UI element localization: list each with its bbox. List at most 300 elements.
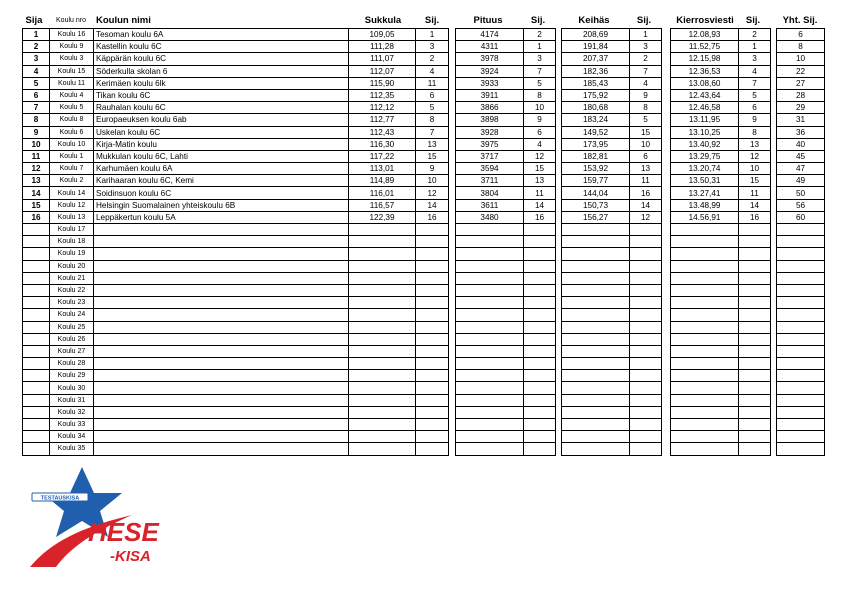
school-number-cell: Koulu 24 bbox=[50, 309, 94, 321]
table-row bbox=[456, 211, 556, 223]
pituus-result-cell: 3711 bbox=[456, 175, 524, 187]
table-row bbox=[562, 29, 662, 41]
pituus-result-cell: 3804 bbox=[456, 187, 524, 199]
table-row bbox=[456, 175, 556, 187]
keihas-rank-cell bbox=[630, 272, 662, 284]
table-row bbox=[456, 224, 556, 236]
school-number-cell: Koulu 1 bbox=[50, 150, 94, 162]
table-row bbox=[777, 345, 825, 357]
table-row bbox=[777, 333, 825, 345]
table-row bbox=[777, 394, 825, 406]
pituus-rank-cell bbox=[524, 224, 556, 236]
pituus-result-cell bbox=[456, 419, 524, 431]
school-name-cell bbox=[94, 272, 349, 284]
rank-cell: 11 bbox=[23, 150, 50, 162]
kierros-result-cell: 12.43,64 bbox=[671, 89, 739, 101]
pituus-rank-cell: 5 bbox=[524, 77, 556, 89]
total-rank-cell: 49 bbox=[777, 175, 825, 187]
table-row bbox=[456, 29, 556, 41]
table-row bbox=[777, 126, 825, 138]
table-row bbox=[562, 211, 662, 223]
sukkula-result-cell: 112,77 bbox=[349, 114, 416, 126]
total-rank-cell bbox=[777, 382, 825, 394]
table-row bbox=[562, 297, 662, 309]
table-row bbox=[23, 138, 449, 150]
kierros-result-cell bbox=[671, 224, 739, 236]
header-sukkula-sij: Sij. bbox=[424, 15, 440, 26]
kierros-rows bbox=[671, 29, 771, 456]
table-row bbox=[562, 321, 662, 333]
table-row bbox=[777, 272, 825, 284]
school-number-cell: Koulu 31 bbox=[50, 394, 94, 406]
table-row bbox=[23, 284, 449, 296]
table-row bbox=[562, 370, 662, 382]
kierros-result-cell bbox=[671, 358, 739, 370]
table-row bbox=[777, 358, 825, 370]
rank-cell: 2 bbox=[23, 41, 50, 53]
rank-cell bbox=[23, 406, 50, 418]
kierros-result-cell bbox=[671, 443, 739, 455]
table-row bbox=[562, 53, 662, 65]
header-koulu-nro: Koulu nro bbox=[56, 17, 86, 24]
kierros-rank-cell: 15 bbox=[739, 175, 771, 187]
table-row bbox=[562, 41, 662, 53]
school-name-cell: Rauhalan koulu 6C bbox=[94, 102, 349, 114]
table-row bbox=[456, 284, 556, 296]
table-row bbox=[777, 419, 825, 431]
keihas-rank-cell: 12 bbox=[630, 211, 662, 223]
school-name-cell bbox=[94, 358, 349, 370]
logo-subword: -KISA bbox=[110, 548, 151, 565]
school-number-cell: Koulu 19 bbox=[50, 248, 94, 260]
total-rank-cell bbox=[777, 297, 825, 309]
school-number-cell: Koulu 16 bbox=[50, 29, 94, 41]
kierros-result-cell: 13.40,92 bbox=[671, 138, 739, 150]
sukkula-result-cell bbox=[349, 370, 416, 382]
keihas-result-cell bbox=[562, 382, 630, 394]
table-row bbox=[777, 114, 825, 126]
table-row bbox=[777, 89, 825, 101]
kierros-result-cell bbox=[671, 394, 739, 406]
pituus-rank-cell: 1 bbox=[524, 41, 556, 53]
total-rank-cell: 60 bbox=[777, 211, 825, 223]
kierros-result-cell: 14.56,91 bbox=[671, 211, 739, 223]
kierros-result-cell: 12.36,53 bbox=[671, 65, 739, 77]
keihas-rank-cell bbox=[630, 443, 662, 455]
kierros-result-cell bbox=[671, 333, 739, 345]
total-rank-cell: 50 bbox=[777, 187, 825, 199]
total-rank-cell bbox=[777, 345, 825, 357]
pituus-result-cell: 3866 bbox=[456, 102, 524, 114]
kierros-result-cell: 13.29,75 bbox=[671, 150, 739, 162]
school-name-cell: Käppärän koulu 6C bbox=[94, 53, 349, 65]
school-number-cell: Koulu 25 bbox=[50, 321, 94, 333]
keihas-result-cell: 180,68 bbox=[562, 102, 630, 114]
table-row bbox=[777, 406, 825, 418]
kierros-result-cell bbox=[671, 382, 739, 394]
pituus-rank-cell: 8 bbox=[524, 89, 556, 101]
table-row bbox=[671, 224, 771, 236]
table-row bbox=[562, 102, 662, 114]
table-row bbox=[562, 260, 662, 272]
rank-cell: 5 bbox=[23, 77, 50, 89]
table-row bbox=[562, 89, 662, 101]
table-row bbox=[23, 236, 449, 248]
rank-cell bbox=[23, 345, 50, 357]
rank-cell: 9 bbox=[23, 126, 50, 138]
header-pituus-sij: Sij. bbox=[530, 15, 546, 26]
school-name-cell: Helsingin Suomalainen yhteiskoulu 6B bbox=[94, 199, 349, 211]
table-row bbox=[671, 345, 771, 357]
pituus-result-cell: 3928 bbox=[456, 126, 524, 138]
sukkula-rank-cell bbox=[416, 321, 449, 333]
school-name-cell: Tesoman koulu 6A bbox=[94, 29, 349, 41]
total-rank-cell: 56 bbox=[777, 199, 825, 211]
sukkula-rank-cell: 11 bbox=[416, 77, 449, 89]
rank-cell bbox=[23, 419, 50, 431]
school-name-cell bbox=[94, 248, 349, 260]
kierros-rank-cell: 3 bbox=[739, 53, 771, 65]
table-row bbox=[23, 114, 449, 126]
header-kierros-sij: Sij. bbox=[745, 15, 761, 26]
keihas-rank-cell bbox=[630, 406, 662, 418]
table-row bbox=[671, 297, 771, 309]
total-rank-cell bbox=[777, 248, 825, 260]
kierros-result-cell: 11.52,75 bbox=[671, 41, 739, 53]
keihas-result-cell bbox=[562, 394, 630, 406]
pituus-rank-cell bbox=[524, 419, 556, 431]
table-row bbox=[777, 77, 825, 89]
table-row bbox=[456, 41, 556, 53]
table-row bbox=[562, 272, 662, 284]
pituus-rank-cell: 9 bbox=[524, 114, 556, 126]
sukkula-rank-cell: 7 bbox=[416, 126, 449, 138]
school-name-cell bbox=[94, 224, 349, 236]
keihas-rank-cell: 3 bbox=[630, 41, 662, 53]
pituus-rank-cell: 10 bbox=[524, 102, 556, 114]
pituus-result-cell bbox=[456, 284, 524, 296]
school-number-cell: Koulu 35 bbox=[50, 443, 94, 455]
school-name-cell: Kastellin koulu 6C bbox=[94, 41, 349, 53]
sukkula-rank-cell: 3 bbox=[416, 41, 449, 53]
keihas-rank-cell: 5 bbox=[630, 114, 662, 126]
table-row bbox=[23, 431, 449, 443]
table-row bbox=[23, 163, 449, 175]
table-row bbox=[456, 309, 556, 321]
table-row bbox=[671, 41, 771, 53]
pituus-result-cell bbox=[456, 272, 524, 284]
kierros-rank-cell: 1 bbox=[739, 41, 771, 53]
table-row bbox=[456, 443, 556, 455]
total-rank-cell: 10 bbox=[777, 53, 825, 65]
table-row bbox=[23, 345, 449, 357]
total-rank-cell bbox=[777, 443, 825, 455]
school-name-cell: Uskelan koulu 6C bbox=[94, 126, 349, 138]
table-row bbox=[23, 150, 449, 162]
school-number-cell: Koulu 13 bbox=[50, 211, 94, 223]
table-row bbox=[23, 248, 449, 260]
total-rank-cell bbox=[777, 260, 825, 272]
rank-cell bbox=[23, 358, 50, 370]
kierros-result-cell: 13.20,74 bbox=[671, 163, 739, 175]
rank-cell bbox=[23, 382, 50, 394]
table-row bbox=[777, 29, 825, 41]
keihas-result-cell: 207,37 bbox=[562, 53, 630, 65]
pituus-rank-cell bbox=[524, 236, 556, 248]
sukkula-result-cell bbox=[349, 224, 416, 236]
table-row bbox=[777, 260, 825, 272]
keihas-rank-cell bbox=[630, 224, 662, 236]
sukkula-rank-cell: 15 bbox=[416, 150, 449, 162]
table-row bbox=[456, 114, 556, 126]
keihas-result-cell bbox=[562, 406, 630, 418]
kierros-rank-cell: 10 bbox=[739, 163, 771, 175]
keihas-result-cell: 150,73 bbox=[562, 199, 630, 211]
sukkula-rank-cell bbox=[416, 309, 449, 321]
rank-cell: 1 bbox=[23, 29, 50, 41]
keihas-result-cell bbox=[562, 260, 630, 272]
table-row bbox=[671, 370, 771, 382]
keihas-result-cell: 185,43 bbox=[562, 77, 630, 89]
sukkula-result-cell: 122,39 bbox=[349, 211, 416, 223]
keihas-rank-cell bbox=[630, 431, 662, 443]
header-koulun-nimi: Koulun nimi bbox=[96, 15, 151, 26]
kierros-result-cell: 13.50,31 bbox=[671, 175, 739, 187]
keihas-rank-cell: 13 bbox=[630, 163, 662, 175]
pituus-result-cell: 3480 bbox=[456, 211, 524, 223]
kierros-rank-cell bbox=[739, 297, 771, 309]
table-row bbox=[777, 175, 825, 187]
kierros-rank-cell bbox=[739, 224, 771, 236]
total-rank-cell: 40 bbox=[777, 138, 825, 150]
header-kierrosviesti: Kierrosviesti bbox=[676, 15, 734, 26]
table-row bbox=[777, 321, 825, 333]
sukkula-result-cell: 111,28 bbox=[349, 41, 416, 53]
table-row bbox=[562, 443, 662, 455]
table-row bbox=[671, 419, 771, 431]
keihas-result-cell bbox=[562, 333, 630, 345]
keihas-result-cell: 149,52 bbox=[562, 126, 630, 138]
total-rank-cell: 45 bbox=[777, 150, 825, 162]
table-row bbox=[456, 272, 556, 284]
keihas-result-cell bbox=[562, 248, 630, 260]
sukkula-rank-cell: 6 bbox=[416, 89, 449, 101]
sukkula-result-cell: 112,07 bbox=[349, 65, 416, 77]
school-name-cell bbox=[94, 443, 349, 455]
table-row bbox=[777, 224, 825, 236]
total-rank-cell: 28 bbox=[777, 89, 825, 101]
sukkula-rank-cell: 13 bbox=[416, 138, 449, 150]
keihas-result-cell: 153,92 bbox=[562, 163, 630, 175]
table-row bbox=[23, 358, 449, 370]
header-pituus: Pituus bbox=[473, 15, 503, 26]
sukkula-result-cell: 115,90 bbox=[349, 77, 416, 89]
table-row bbox=[777, 382, 825, 394]
kierros-rank-cell bbox=[739, 370, 771, 382]
total-rank-cell: 27 bbox=[777, 77, 825, 89]
keihas-rank-cell bbox=[630, 382, 662, 394]
school-number-cell: Koulu 26 bbox=[50, 333, 94, 345]
kierros-rank-cell: 11 bbox=[739, 187, 771, 199]
sukkula-rank-cell: 4 bbox=[416, 65, 449, 77]
table-row bbox=[777, 431, 825, 443]
total-rank-cell bbox=[777, 419, 825, 431]
rank-cell: 7 bbox=[23, 102, 50, 114]
school-rows bbox=[23, 29, 449, 456]
sukkula-result-cell: 116,01 bbox=[349, 187, 416, 199]
table-row bbox=[456, 394, 556, 406]
pituus-result-cell bbox=[456, 236, 524, 248]
kierros-result-cell: 13.27,41 bbox=[671, 187, 739, 199]
sukkula-rank-cell bbox=[416, 236, 449, 248]
sukkula-rank-cell bbox=[416, 382, 449, 394]
keihas-result-cell bbox=[562, 297, 630, 309]
kierros-rank-cell bbox=[739, 309, 771, 321]
total-rank-cell bbox=[777, 406, 825, 418]
sukkula-rank-cell: 12 bbox=[416, 187, 449, 199]
school-name-cell: Karhumäen koulu 6A bbox=[94, 163, 349, 175]
table-row bbox=[671, 284, 771, 296]
table-row bbox=[777, 102, 825, 114]
pituus-rank-cell bbox=[524, 260, 556, 272]
keihas-result-cell: 183,24 bbox=[562, 114, 630, 126]
sukkula-rank-cell bbox=[416, 248, 449, 260]
sukkula-rank-cell: 8 bbox=[416, 114, 449, 126]
kierros-rank-cell: 2 bbox=[739, 29, 771, 41]
school-name-cell bbox=[94, 419, 349, 431]
keihas-result-cell: 144,04 bbox=[562, 187, 630, 199]
total-rank-cell bbox=[777, 272, 825, 284]
sukkula-rank-cell bbox=[416, 431, 449, 443]
school-number-cell: Koulu 12 bbox=[50, 199, 94, 211]
table-row bbox=[777, 163, 825, 175]
keihas-rank-cell: 4 bbox=[630, 77, 662, 89]
table-row bbox=[777, 199, 825, 211]
table-row bbox=[456, 102, 556, 114]
keihas-result-cell: 182,36 bbox=[562, 65, 630, 77]
kierros-rank-cell bbox=[739, 382, 771, 394]
table-row bbox=[456, 138, 556, 150]
keihas-result-cell bbox=[562, 236, 630, 248]
pituus-rank-cell bbox=[524, 370, 556, 382]
keihas-rank-cell bbox=[630, 248, 662, 260]
keihas-rank-cell bbox=[630, 333, 662, 345]
keihas-rank-cell: 10 bbox=[630, 138, 662, 150]
table-row bbox=[777, 211, 825, 223]
table-row bbox=[671, 89, 771, 101]
pituus-result-cell: 4311 bbox=[456, 41, 524, 53]
rank-cell: 4 bbox=[23, 65, 50, 77]
school-number-cell: Koulu 15 bbox=[50, 65, 94, 77]
kierros-rank-cell bbox=[739, 394, 771, 406]
school-table bbox=[22, 28, 449, 456]
table-row bbox=[23, 126, 449, 138]
school-name-cell: Söderkulla skolan 6 bbox=[94, 65, 349, 77]
school-name-cell: Kirja-Matin koulu bbox=[94, 138, 349, 150]
keihas-result-cell bbox=[562, 345, 630, 357]
table-row bbox=[23, 443, 449, 455]
table-row bbox=[671, 211, 771, 223]
table-row bbox=[456, 333, 556, 345]
keihas-rank-cell: 6 bbox=[630, 150, 662, 162]
sukkula-rank-cell bbox=[416, 394, 449, 406]
table-row bbox=[671, 126, 771, 138]
total-rank-cell: 6 bbox=[777, 29, 825, 41]
keihas-result-cell: 191,84 bbox=[562, 41, 630, 53]
table-row bbox=[671, 187, 771, 199]
kierros-rank-cell: 16 bbox=[739, 211, 771, 223]
rank-cell bbox=[23, 236, 50, 248]
total-rank-cell: 22 bbox=[777, 65, 825, 77]
keihas-result-cell bbox=[562, 321, 630, 333]
school-number-cell: Koulu 8 bbox=[50, 114, 94, 126]
table-row bbox=[562, 248, 662, 260]
table-row bbox=[777, 443, 825, 455]
pituus-result-cell bbox=[456, 406, 524, 418]
rank-cell: 16 bbox=[23, 211, 50, 223]
table-row bbox=[562, 175, 662, 187]
pituus-rank-cell bbox=[524, 321, 556, 333]
school-number-cell: Koulu 22 bbox=[50, 284, 94, 296]
rank-cell bbox=[23, 284, 50, 296]
school-name-cell bbox=[94, 309, 349, 321]
sukkula-result-cell bbox=[349, 297, 416, 309]
sukkula-result-cell: 116,30 bbox=[349, 138, 416, 150]
sukkula-result-cell bbox=[349, 236, 416, 248]
keihas-table bbox=[561, 28, 662, 456]
total-rank-cell bbox=[777, 333, 825, 345]
school-name-cell: Leppäkertun koulu 5A bbox=[94, 211, 349, 223]
kierros-result-cell bbox=[671, 248, 739, 260]
school-number-cell: Koulu 3 bbox=[50, 53, 94, 65]
table-row bbox=[671, 53, 771, 65]
table-row bbox=[777, 41, 825, 53]
table-row bbox=[562, 236, 662, 248]
table-row bbox=[23, 406, 449, 418]
sukkula-result-cell: 112,35 bbox=[349, 89, 416, 101]
pituus-result-cell bbox=[456, 224, 524, 236]
rank-cell: 6 bbox=[23, 89, 50, 101]
sukkula-rank-cell bbox=[416, 260, 449, 272]
sukkula-rank-cell: 16 bbox=[416, 211, 449, 223]
table-row bbox=[671, 394, 771, 406]
pituus-rank-cell bbox=[524, 284, 556, 296]
sukkula-rank-cell bbox=[416, 224, 449, 236]
school-number-cell: Koulu 34 bbox=[50, 431, 94, 443]
kierros-rank-cell bbox=[739, 284, 771, 296]
sukkula-rank-cell: 9 bbox=[416, 163, 449, 175]
table-row bbox=[456, 370, 556, 382]
keihas-result-cell bbox=[562, 431, 630, 443]
kierros-rank-cell bbox=[739, 272, 771, 284]
sukkula-result-cell bbox=[349, 431, 416, 443]
keihas-result-cell: 173,95 bbox=[562, 138, 630, 150]
kierros-result-cell bbox=[671, 431, 739, 443]
table-row bbox=[671, 443, 771, 455]
school-name-cell: Soidinsuon koulu 6C bbox=[94, 187, 349, 199]
keihas-result-cell bbox=[562, 309, 630, 321]
table-row bbox=[23, 102, 449, 114]
table-row bbox=[23, 89, 449, 101]
pituus-result-cell: 3717 bbox=[456, 150, 524, 162]
table-row bbox=[23, 41, 449, 53]
kierros-result-cell bbox=[671, 272, 739, 284]
kierros-table bbox=[670, 28, 771, 456]
kierros-rank-cell: 6 bbox=[739, 102, 771, 114]
pituus-result-cell: 3911 bbox=[456, 89, 524, 101]
table-row bbox=[671, 431, 771, 443]
keihas-rank-cell: 7 bbox=[630, 65, 662, 77]
